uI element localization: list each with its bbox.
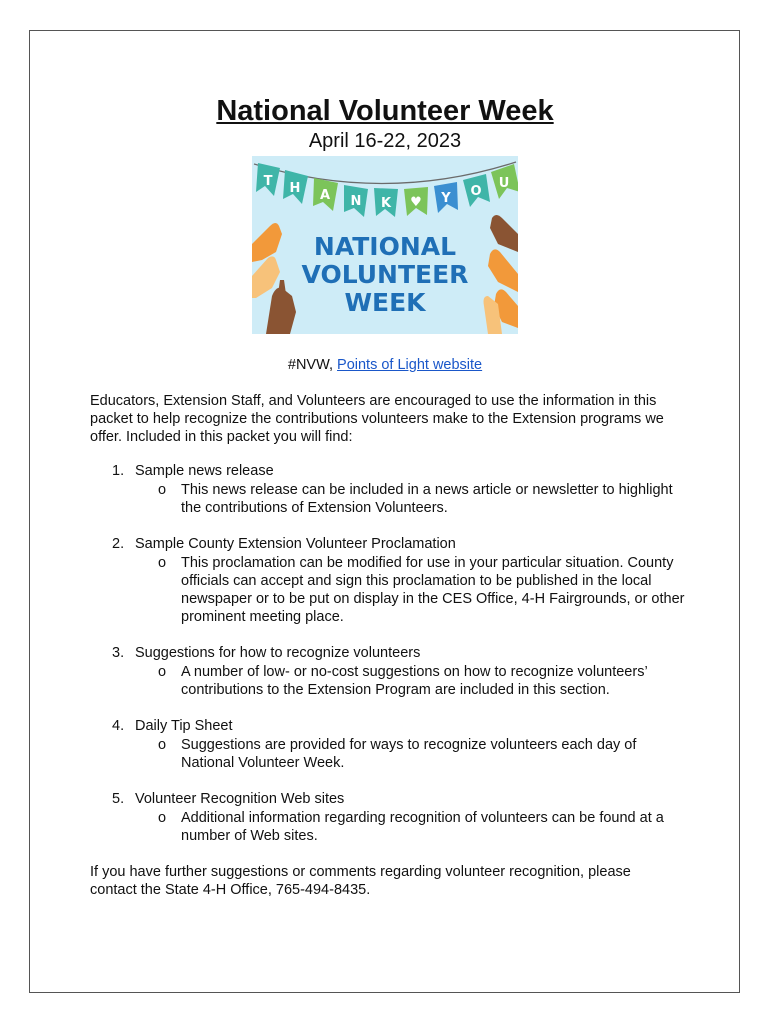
thank-you-banner-image <box>252 156 518 334</box>
bullet-icon: o <box>158 664 167 680</box>
banner-line-3: WEEK <box>344 288 426 317</box>
bullet-icon: o <box>158 810 167 826</box>
banner-letter: ♥ <box>410 195 422 210</box>
bullet-icon: o <box>158 555 167 571</box>
banner-line-1: NATIONAL <box>313 232 457 261</box>
item-detail <box>135 481 690 517</box>
item-number: 4. <box>112 718 125 734</box>
event-dates: April 16-22, 2023 <box>308 130 462 152</box>
item-detail-text: This proclamation can be modified for use in your particular situation. County officials can accept and sign this proclamation to be published in the local newspaper or to be put on display in the CES Office, 4-H Fairgrounds, or other prominent meeting place. <box>181 555 685 625</box>
list-item <box>90 644 690 699</box>
banner-letter: H <box>289 181 301 196</box>
banner-line-2: VOLUNTEER <box>301 260 469 289</box>
item-title: Suggestions for how to recognize volunteers <box>135 645 421 661</box>
item-title: Sample County Extension Volunteer Proclamation <box>135 536 456 552</box>
item-number: 5. <box>112 791 125 807</box>
page-title: National Volunteer Week <box>216 95 554 127</box>
item-title: Daily Tip Sheet <box>135 718 233 734</box>
banner-letter: T <box>263 174 273 189</box>
hashtag-line <box>0 357 770 373</box>
packet-contents-list <box>90 462 690 863</box>
item-detail-text: Additional information regarding recognition of volunteers can be found at a number of Web sites. <box>181 810 664 844</box>
bullet-icon: o <box>158 482 167 498</box>
list-item <box>90 462 690 517</box>
list-item <box>90 535 690 626</box>
item-number: 3. <box>112 645 125 661</box>
item-title: Sample news release <box>135 463 274 479</box>
intro-paragraph: Educators, Extension Staff, and Volunteers are encouraged to use the information in this packet to help recognize the contributions volunteers make to the Extension programs we offer. Included in this packet you will find: <box>90 393 664 445</box>
banner-letter: Y <box>441 191 451 206</box>
item-title: Volunteer Recognition Web sites <box>135 791 345 807</box>
item-detail <box>135 736 690 772</box>
item-detail <box>135 809 690 845</box>
hashtag: #NVW, <box>287 357 333 373</box>
item-detail-text: A number of low- or no-cost suggestions on how to recognize volunteers’ contributions to the Extension Program are included in this section. <box>181 664 648 698</box>
list-item <box>90 790 690 845</box>
item-detail-text: Suggestions are provided for ways to recognize volunteers each day of National Volunteer Week. <box>181 737 637 771</box>
item-number: 1. <box>112 463 125 479</box>
banner-letter: A <box>319 188 331 203</box>
item-detail <box>135 663 690 699</box>
list-item <box>90 717 690 772</box>
banner-letter: O <box>470 184 482 199</box>
item-detail-text: This news release can be included in a news article or newsletter to highlight the contributions of Extension Volunteers. <box>181 482 673 516</box>
banner-letter: K <box>380 196 392 211</box>
banner-letter: N <box>350 194 362 209</box>
closing-paragraph: If you have further suggestions or comments regarding volunteer recognition, please contact the State 4-H Office, 765-494-8435. <box>90 864 631 898</box>
points-of-light-link[interactable]: Points of Light website <box>337 357 483 373</box>
banner-letter: U <box>498 176 510 191</box>
item-number: 2. <box>112 536 125 552</box>
item-detail <box>135 554 690 626</box>
bullet-icon: o <box>158 737 167 753</box>
